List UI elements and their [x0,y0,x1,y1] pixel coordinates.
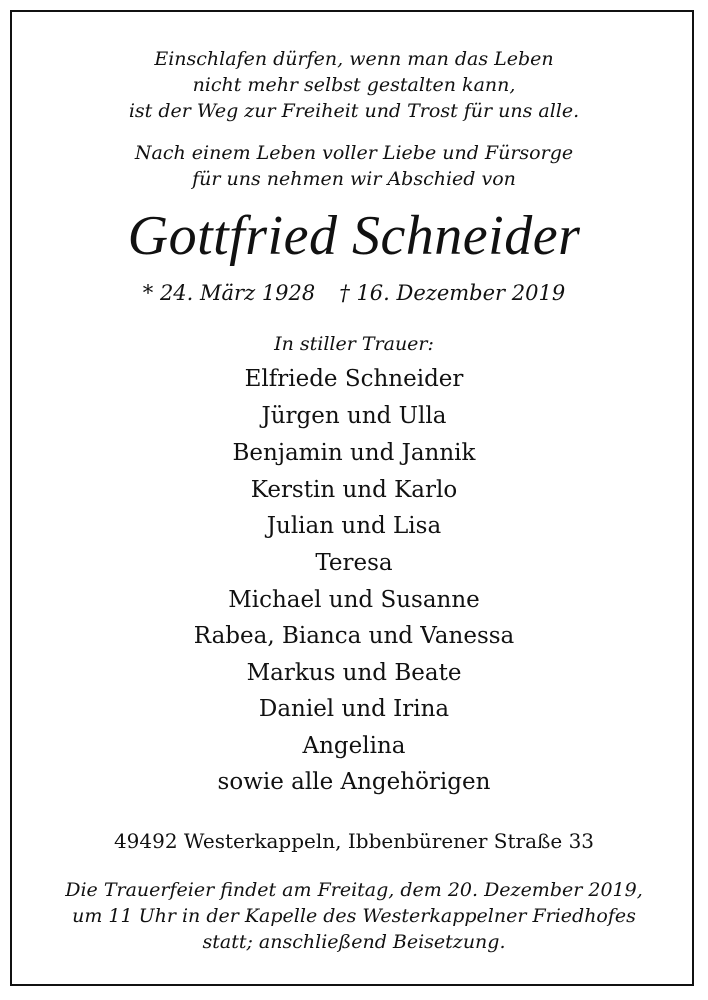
birth-date: * 24. März 1928 [142,281,316,305]
address: 49492 Westerkappeln, Ibbenbürener Straße 33 [113,829,595,853]
mourner-name: Elfriede Schneider [244,366,464,392]
funeral-notice-line: um 11 Uhr in der Kapelle des Westerkappelner Friedhofes [72,905,636,927]
verse-line: Einschlafen dürfen, wenn man das Leben [154,48,554,70]
mourner-name: Rabea, Bianca und Vanessa [193,623,515,649]
funeral-notice-line: statt; anschließend Beisetzung. [202,931,506,953]
verse-line: nicht mehr selbst gestalten kann, [192,74,516,96]
deceased-name: Gottfried Schneider [127,205,581,267]
mourner-name: Kerstin und Karlo [250,477,458,503]
verse-line: ist der Weg zur Freiheit und Trost für uns alle. [128,100,580,122]
mourner-name: Teresa [315,550,393,576]
mourner-name: sowie alle Angehörigen [217,769,491,795]
mourner-name: Michael und Susanne [228,587,480,613]
mourner-name: Julian und Lisa [266,513,442,539]
funeral-notice-line: Die Trauerfeier findet am Freitag, dem 20. Dezember 2019, [65,879,643,901]
life-dates [0,281,708,305]
mourner-name: Markus und Beate [246,660,462,686]
mourner-name: Jürgen und Ulla [261,403,447,429]
mourners-heading: In stiller Trauer: [274,333,434,355]
mourner-name: Daniel und Irina [258,696,450,722]
intro-line: für uns nehmen wir Abschied von [192,168,516,190]
intro-line: Nach einem Leben voller Liebe und Fürsorge [134,142,574,164]
mourner-name: Benjamin und Jannik [232,440,476,466]
death-date: † 16. Dezember 2019 [339,281,566,305]
mourner-name: Angelina [302,733,406,759]
